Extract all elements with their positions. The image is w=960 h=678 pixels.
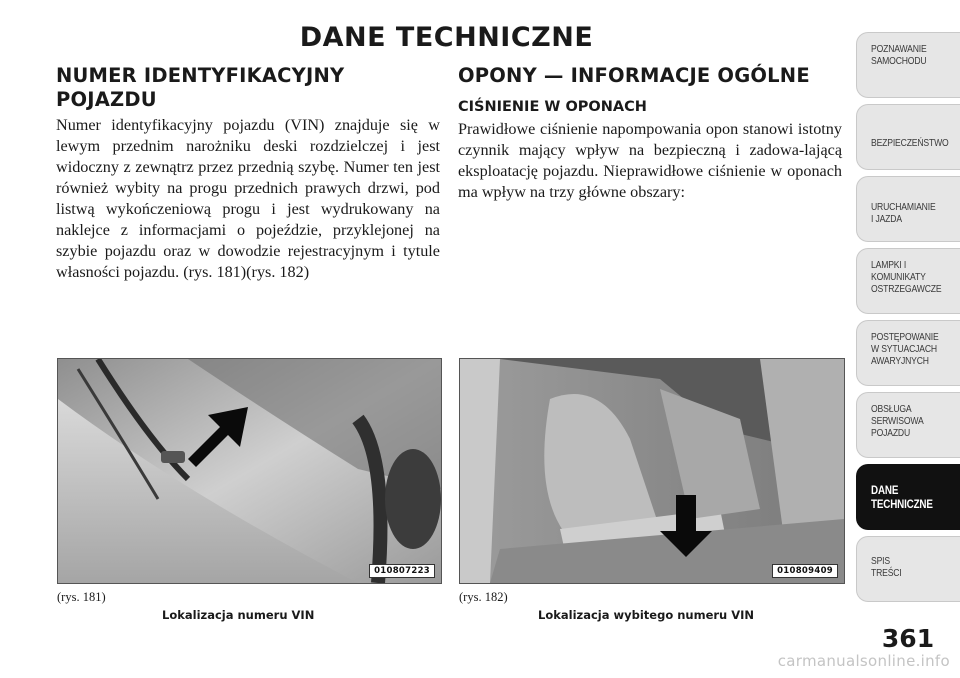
figure-caption-182: Lokalizacja wybitego numeru VIN	[538, 608, 755, 622]
tab-label: OSTRZEGAWCZE	[871, 283, 942, 295]
tire-pressure-body-text: Prawidłowe ciśnienie napompowania opon stanowi istotny czynnik mający wpływ na bezpieczną i zadowa-lającą eksploatację pojazdu. Nieprawidłowe ciśnienie w oponach ma wpływ na trzy główne obszary:	[458, 120, 842, 201]
tab-label: SERWISOWA	[871, 415, 924, 427]
tab-label: AWARYJNYCH	[871, 355, 929, 367]
tab-label: URUCHAMIANIE	[871, 201, 936, 213]
tab-label: LAMPKI I	[871, 259, 907, 271]
tab-label: TECHNICZNE	[871, 497, 933, 511]
vin-heading	[56, 64, 440, 112]
tab-label: I JAZDA	[871, 213, 902, 225]
tab-label: BEZPIECZEŃSTWO	[871, 137, 949, 149]
tab-label: POZNAWANIE	[871, 43, 927, 55]
tab-uruchamianie-i-jazda[interactable]	[856, 176, 960, 242]
tab-label: KOMUNIKATY	[871, 271, 926, 283]
tab-postepowanie-w-sytuacjach-awaryjnych[interactable]	[856, 320, 960, 386]
figure-caption-181: Lokalizacja numeru VIN	[162, 608, 315, 622]
tab-label: OBSŁUGA	[871, 403, 912, 415]
tab-label: SAMOCHODU	[871, 55, 927, 67]
figure-vin-windshield	[57, 358, 442, 584]
tab-dane-techniczne[interactable]	[856, 464, 960, 530]
tab-label: POJAZDU	[871, 427, 911, 439]
windshield-illustration	[58, 359, 441, 583]
tab-label: W SYTUACJACH	[871, 343, 937, 355]
figure-code: 010809409	[772, 564, 838, 578]
tab-label: POSTĘPOWANIE	[871, 331, 939, 343]
tires-section	[458, 64, 842, 203]
figure-code: 010807223	[369, 564, 435, 578]
vin-body-text: Numer identyfikacyjny pojazdu (VIN) znajduje się w lewym przednim narożniku deski rozdzielczej i jest widoczny z zewnątrz przez przednią szybę. Numer ten jest również wybity na progu przednich prawych drzwi, pod listwą wykończeniową progu i jest wydrukowany na naklejce z informacjami o pojeździe, przyklejonej na szybie pojazdu oraz w dowodzie rejestracyjnym i tytule własności pojazdu. (rys. 181)(rys. 182)	[56, 116, 440, 281]
figure-ref-181: (rys. 181)	[57, 590, 106, 604]
tab-obsluga-serwisowa-pojazdu[interactable]	[856, 392, 960, 458]
vin-section	[56, 64, 440, 283]
tab-label: TREŚCI	[871, 567, 902, 579]
tab-poznawanie-samochodu[interactable]	[856, 32, 960, 98]
figure-vin-door-sill	[459, 358, 845, 584]
tab-label: DANE	[871, 483, 899, 497]
tab-label: SPIS	[871, 555, 890, 567]
figure-ref-182: (rys. 182)	[459, 590, 508, 604]
tab-lampki-i-komunikaty[interactable]	[856, 248, 960, 314]
watermark: carmanualsonline.info	[777, 652, 950, 670]
tire-pressure-subheading: CIŚNIENIE W OPONACH	[458, 99, 647, 115]
page-number: 361	[881, 624, 935, 653]
page-title: DANE TECHNICZNE	[299, 22, 594, 53]
tab-spis-tresci[interactable]	[856, 536, 960, 602]
tab-bezpieczenstwo[interactable]	[856, 104, 960, 170]
door-sill-illustration	[460, 359, 844, 583]
vin-heading-line2: POJAZDU	[56, 88, 157, 111]
tires-heading: OPONY — INFORMACJE OGÓLNE	[458, 64, 810, 87]
vin-heading-line1: NUMER IDENTYFIKACYJNY	[56, 64, 345, 87]
